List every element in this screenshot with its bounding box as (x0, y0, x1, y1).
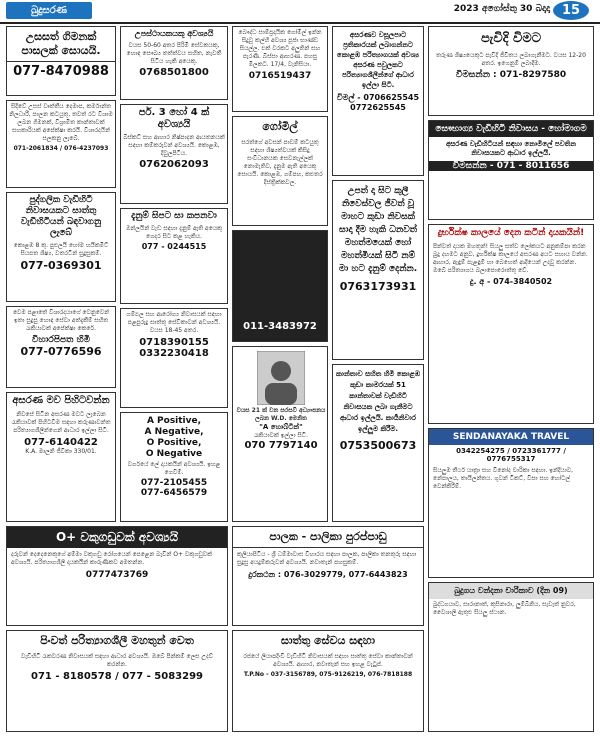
ad-phone[interactable]: 077-0369301 (20, 259, 102, 272)
ad-text: සරත්ගේ අවසන් පාඩම් කටයුතු සඳහා ශිෂ්‍යත්වයක් කිසිදු සංවිධානයක සෙවනැල්ලක් නොමැතිව, දැනුම ඇති අයෙකු සොයයි. කොළඹ, ගම්පහ, කළුතර දිස්ත්‍රික්කවල. (237, 139, 323, 186)
blood-type-4: O Negative (145, 449, 203, 459)
ad-c2-2 (120, 104, 228, 204)
ad-title: පුද්ගලික වැඩිහිටි නිවාසයකට සාත්තු වැඩිහිටියන් බඳවාගනු ලැබේ (20, 195, 102, 238)
ad-phone-1[interactable]: 0718390155 (139, 337, 209, 348)
ad-tail: රැකියාවක් ඉල්ලා සිටී. (253, 432, 309, 439)
ad-phone[interactable]: 0768501800 (139, 67, 209, 78)
newspaper-logo: බුදුසරණ (6, 2, 92, 19)
page-header (0, 0, 600, 24)
ad-phone[interactable]: 077-8470988 (7, 61, 115, 79)
ad-text: රජයේ ලියාපදිංචි වැඩිහිටි නිවාසයක් සඳහා සාත්තු සේවා කාන්තාවන් අවශ්‍යයි. ආහාර, නවාතැන් සහ ඉහළ වැටුප්. (243, 653, 413, 668)
ad-c3-3 (232, 230, 328, 342)
ad-c1-1 (6, 26, 116, 96)
ad-title: සෞභාග්‍ය වැඩිහිටි නිවාසය - හෝමාගම (429, 121, 593, 137)
ad-phone[interactable]: 070 7797140 (244, 440, 318, 451)
ad-title: O+ වකුගඩුවක් අවශ්‍යයි (7, 527, 227, 548)
ad-text: ඔන්ලයින් වැඩ සඳහා දැනුම් ඇති අයෙකු ගෙදර සිට කළ හැකිය. (125, 225, 223, 240)
ad-b-4 (232, 630, 424, 732)
ad-c5-1 (428, 26, 594, 116)
ad-phone[interactable]: 0753500673 (339, 439, 417, 452)
company-name: SENDANAYAKA TRAVEL (429, 429, 593, 445)
ad-text: නිවසේ සිටින අසරණ මවට ලැබෙන රැකියාවක් පිහිටවීම සඳහා කරුණාවන්ත පරිත්‍යාගශීලීන්ගෙන් ආධාර ඉල්ලා සිටී. (11, 411, 111, 434)
ad-text: වර්ගයේ ලේ දායකයින් අවශ්‍යයි. ඉහළ ගෙවීම්. (127, 461, 221, 476)
ad-c1-2 (6, 100, 116, 188)
ad-title: ගෝමිල් (262, 120, 298, 133)
ad-c2-1 (120, 26, 228, 100)
ad-title: බුදුගය වන්දනා චාරිකාව (දින 09) (429, 583, 593, 599)
ad-c2-3 (120, 208, 228, 304)
ad-phone-2[interactable]: 0332230418 (139, 348, 209, 359)
ad-c4-3 (332, 364, 424, 522)
ad-c1-3 (6, 192, 116, 302)
ad-c1-5 (6, 392, 116, 522)
ad-title: පැවිදි විමට (480, 31, 542, 46)
ad-phone[interactable]: T.P.No - 037-3156789, 075-9126219, 076-7818188 (243, 671, 413, 678)
ad-text: පින්වත් දායක මහතුන්! සියලු සත්ව ලෝකයට අනුකම්පා කරන බුදු දහමට අනුව, දුර්භික්ෂ කාලයේ අසරණ අයට සහාය වන්න. ආහාර, ඇඳුම් පැළඳුම් හා බෙහෙත් ආදියෙන් උදවු කරන්න. ඔබේ පරිත්‍යාගය බලාපොරොත්තු වේ. (433, 243, 588, 274)
ad-title: සාත්තු සේවය සඳහා (280, 634, 376, 647)
ad-c3-2 (232, 116, 328, 226)
ad-phone[interactable]: 011-3483972 (243, 321, 317, 332)
ad-b-1 (6, 526, 228, 626)
ad-title: දැනුම් සිපට සා කපනවා (131, 211, 217, 221)
issue-date: 2023 අගෝස්තු 30 බදාදා (453, 4, 550, 14)
ad-title: විහාරපිපත හිමි (31, 335, 91, 345)
ad-text: බිස්කට් සහ ආහාර නිෂ්පාදන ආයතනයක් සඳහා කම්කරුවන් අවශ්‍යයි. කොළඹ, දිවුලපිටිය. (123, 134, 225, 157)
ad-phone[interactable]: 077-6140422 (24, 437, 98, 448)
ad-c5-3 (428, 224, 594, 424)
ad-title: අසරණ මව පිහිටවන්න (12, 395, 110, 406)
ad-text: අසරණ වැඩිහිටියන් සඳහා නොමිලේ පවතින නිවාසයකට ආධාර ඉල්ලයි. (445, 140, 577, 157)
ad-c5-4 (428, 428, 594, 578)
ad-text: දරුවන් දෙදෙනෙකුගේ අම්මා වකුගඩු රෝගයෙන් පෙළෙන බැවින් O+ වකුගඩුවක් අවශ්‍යයි. පරිත්‍යාගශීලී දායකයින් කාරුණිකව අමතන්න. (11, 551, 212, 566)
ad-text: කොළඹ 8 කු. පුළුලයි හෝම හයිකමිට් සියපත ශිෂ්‍ය, වතරටින් සුදුසුකම්. (13, 242, 109, 257)
ad-phone[interactable]: විමසන්න : 071-8297580 (455, 70, 567, 80)
ad-title: පර්. 3 හෝ 4 ක් අවශ්‍යයි (138, 107, 210, 130)
ad-text: වයස 50-60 අතර පිරිමි සේවකයකු, හොඳ සෞඛ්‍ය තත්ත්වය සහිත, නැවතී සිටිය හැකි අයෙකු. (126, 42, 222, 65)
ad-phone[interactable]: 0762062093 (139, 159, 209, 170)
ad-c3-4 (232, 346, 328, 522)
ad-c1-4 (6, 306, 116, 388)
ad-text: අසරණව වසූලපාට ප්‍රතිකාරයක් ලබාගන්නට කොළඹ පරිත්‍යාගයක් අවශ්‍ය අසරණ පවුලකට පරිත්‍යාගශීලීන්ගේ ආධාර ඉල්ලා සිටී. (336, 31, 420, 89)
ad-phone[interactable]: දු. අ - 074-3840502 (469, 277, 553, 286)
ad-text: කාන්තාව සහිත හිමි කොළඹ කුඩා කාමරයක් 51 කාන්තාවක් වැඩිහිටි නිවාසයක ලබා ගැනීමට ආධාර ඉල්ලයි. කාර්‍යනිවාර ඉල්ලුම කිරීම. (335, 370, 421, 433)
ad-phone-1[interactable]: විමල් - 0706625545 (336, 93, 420, 102)
ad-phone-2[interactable]: 077-6456579 (140, 488, 208, 498)
ad-c2-4 (120, 308, 228, 408)
ad-phone[interactable]: 077-0776596 (20, 345, 102, 358)
ad-c4-2 (332, 180, 424, 360)
blood-type-2: A Negative, (144, 427, 204, 437)
blood-type-3: O Positive, (146, 438, 202, 448)
ad-text: ගම්ඵල සහ ආරෝග්‍ය නිවාසයක් සඳහා පළපුරුදු සාත්තු සේවිකාවන් අවශ්‍යයි. වයස 18-45 අතර. (126, 311, 222, 334)
ad-text: තරුණ ශිෂ්‍යයෙකුට පැවිදි ජීවිතය ලබාගැනීමට. වයස 12-20 අතර. ඉගෙනුම් ලබාදීම. (436, 52, 586, 67)
ad-text: සියලුම තීර්ථ යාත්‍රා සහ විනෝද චාරිකා සඳහා. ඉන්දියාව, නේපාලය, තායිලන්තය. ගුවන් ටිකට්, වීසා සහ හෝටල් වෙන්කිරීම්. (433, 467, 574, 490)
ad-phone[interactable]: විමසන්න - 071 - 8011656 (429, 161, 593, 171)
ad-text: කුලියාපිටිය - ශ්‍රී ධම්මාවාස විහාරය සඳහා පාලක, පාලිකා තනතුරු සඳහා සුදුසු අයදුම්කරුවන් අවශ්‍යයි. නවාතැන් පහසුකම්. (237, 551, 417, 566)
ad-phone[interactable]: 0716519437 (248, 71, 312, 81)
ad-footer: K.A. මාලනි ජීවිකා 330/01. (25, 448, 97, 455)
portrait-photo (257, 351, 305, 405)
ad-c5-5 (428, 582, 594, 732)
ad-phone[interactable]: 0763173931 (339, 280, 417, 293)
ad-text: උපත් දා සිට කුලී නිවෙස්වල ජීවත් වූ මාහට කුඩා නිවසක් සාදා දීම හැකි ධනවත් මහත්මයෙක් හෝ මහත්මියක් සිටී නම් මා හට දැනුම් දෙන්න. (338, 186, 418, 274)
ad-text: වැඩිහිටි රැකවරණ නිවාසයක් සඳහා ආධාර අවශ්‍යයි. ඔබේ පින්කම් ලෙස උදව් කරන්න. (21, 653, 213, 668)
ad-title: පිංවත් පරිත්‍යාගශීලී මහතුන් වෙත (40, 634, 194, 647)
ad-c4-1 (332, 26, 424, 176)
ad-text: වෙම පළාතේ විශාරදයාගේ වෙනුවෙන් ඉතා සුදුසු හොඳ සේවා අත්දැකීම් සහිත රැකියාවක් අපේක්ෂා කෙරේ. (12, 309, 110, 332)
ad-name: "A හොබ්ටින්" (259, 423, 303, 431)
ad-text: බෞද්ධ සාම්ප්‍රදායික ගෝමිල් ඉන්න සිදුවූ කල්හි අවශ්‍ය පූජා භාණ්ඩ සියල්ල. එක් වරකට අලුතින් සහ පැරණි. බිස්සා ආභරණ. පහසු මිලකට. 17/4, වැනිසියා. (238, 29, 322, 68)
ad-b-2 (232, 526, 424, 626)
ad-phone-2[interactable]: 0772625545 (350, 103, 406, 112)
ad-phone[interactable]: 0777473769 (85, 570, 149, 580)
page-number: 15 (553, 1, 589, 20)
ad-title: දුර්භික්ෂ කාලයේ දෙන කටින් දායකයින්! (437, 228, 585, 238)
ad-c2-5 (120, 412, 228, 522)
blood-type-1: A Positive, (146, 416, 202, 426)
ad-b-3 (6, 630, 228, 732)
ad-text: වයස 21 ක් වන සරසවි අධ්‍යාපනය ලබන W.D. මෙනිත (236, 407, 326, 422)
ad-phone-1[interactable]: 077-2105455 (140, 478, 208, 488)
ad-title: උපස්ථායකයකු අවශ්‍යයි (134, 29, 214, 38)
ad-phone[interactable]: 077 - 0244515 (141, 242, 207, 251)
ad-c5-2 (428, 120, 594, 220)
ad-c3-1 (232, 26, 328, 112)
ad-phone[interactable]: 071 - 8180578 / 077 - 5083299 (30, 671, 203, 682)
ad-text: බුද්ධගයාව, සාරානාත්, කුසිනාරා, ලුම්බිනිය, සැවැත් නුවර, වෛශාලි ඇතුළු සියලු ස්ථාන. (433, 601, 576, 616)
ad-title: පාලක - පාලිකා පුරප්පාඩු (233, 527, 423, 548)
ad-phone[interactable]: 071-2061834 / 076-4237093 (13, 145, 109, 152)
ad-phone[interactable]: දුරකථන : 076-3029779, 077-6443823 (248, 570, 408, 579)
ad-text: සිදිවේ උසස් වෘත්තීය දෙමාප, කර්මාන්ත නිලධාරී, පාලන කටයුතු, තවත් රට විශාම ලබන ගිමනක්, විශ්‍රාමිත කාන්තාවක් සහකාරියක් අපේක්ෂා කරයි. විශාරදයින් සලකනු ලැබේ. (9, 103, 113, 142)
company-phones[interactable]: 0342254275 / 0723361777 / 0776755317 (456, 447, 566, 463)
ad-title: උසසත් ගිමනක් පාසලක් සොයයි. (21, 30, 101, 57)
